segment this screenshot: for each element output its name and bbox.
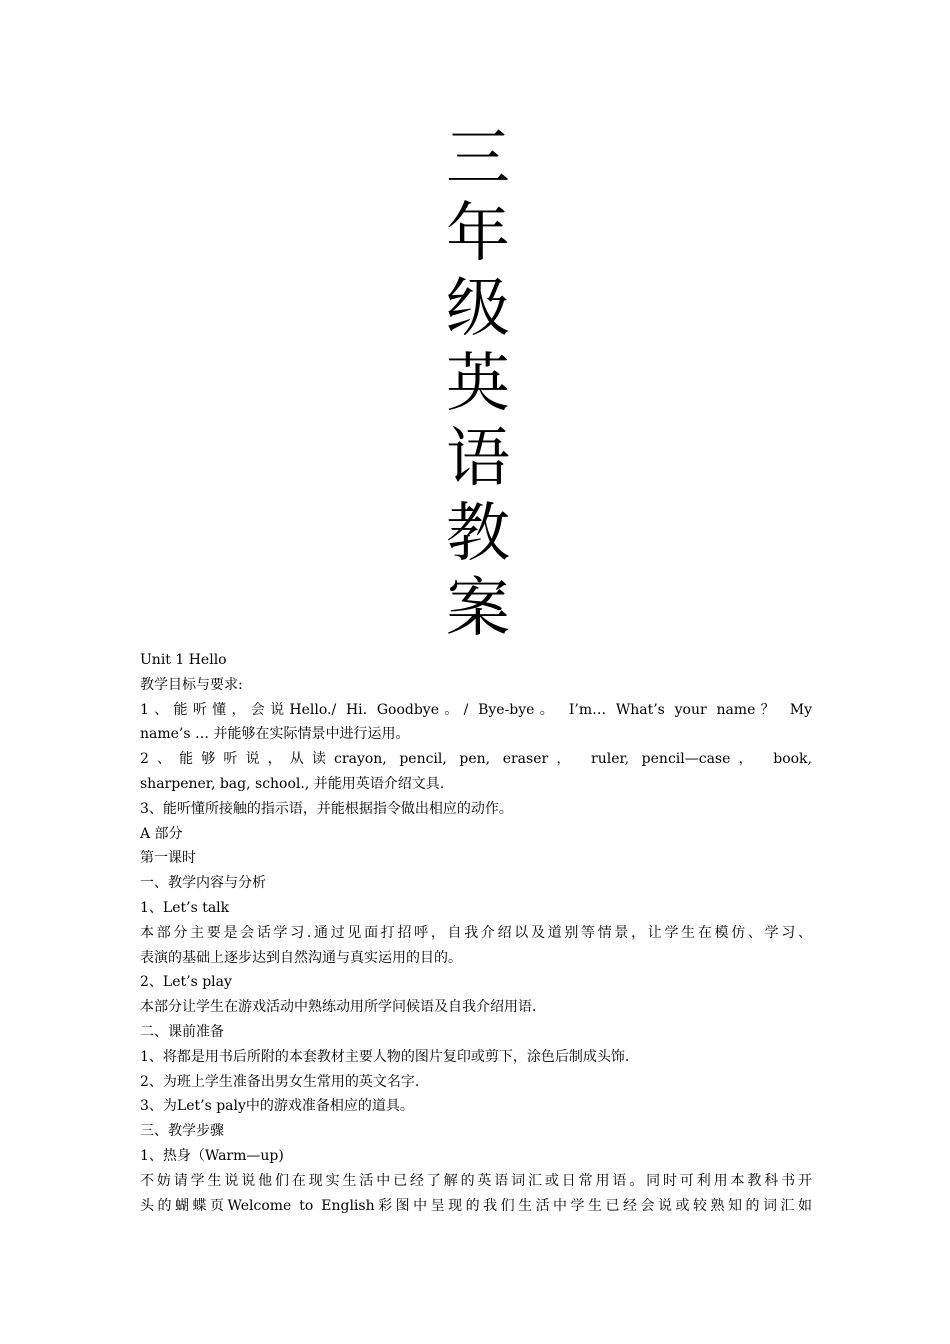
paragraph-line: 头的蝴蝶页Welcome to English彩图中呈现的我们生活中学生已经会说或较熟知的词汇如 [140,1197,812,1214]
title-char: 级 [446,272,510,346]
section-heading: 一、教学内容与分析 [140,875,266,892]
title-char: 案 [446,572,510,646]
document-body [140,648,812,1218]
objective-line: name’s … 并能够在实际情景中进行运用。 [140,726,410,743]
title-char: 年 [446,197,510,271]
title-char: 教 [446,497,510,571]
part-heading: A 部分 [140,825,183,842]
paragraph-line: 本部分让学生在游戏活动中熟练动用所学问候语及自我介绍用语. [140,999,537,1016]
title-char: 三 [446,122,510,196]
section-heading-objectives: 教学目标与要求: [140,676,243,693]
document-title [440,122,516,647]
objective-line: 3、能听懂所接触的指示语，并能根据指令做出相应的动作。 [140,800,513,817]
lesson-heading: 第一课时 [140,850,196,867]
subsection-heading: 1、热身（Warm—up) [140,1147,284,1164]
paragraph-line: 不妨请学生说说他们在现实生活中已经了解的英语词汇或日常用语。同时可利用本教科书开 [140,1172,812,1189]
section-heading: 三、教学步骤 [140,1123,224,1140]
paragraph-line: 表演的基础上逐步达到自然沟通与真实运用的目的。 [140,949,462,966]
title-char: 语 [446,422,510,496]
section-heading: 二、课前准备 [140,1023,224,1040]
list-item: 2、为班上学生准备出男女生常用的英文名字. [140,1073,420,1090]
list-item: 3、为Let’s paly中的游戏准备相应的道具。 [140,1098,414,1115]
objective-line: 2、能够听说，从读crayon, pencil, pen, eraser， ruler, pencil—case， book, [140,751,812,768]
objective-line: 1、能听懂，会说Hello./ Hi. Goodbye。/ Bye-bye。 I’m… What’s your name？ My [140,701,812,718]
subsection-heading: 1、Let’s talk [140,899,230,916]
list-item: 1、将都是用书后所附的本套教材主要人物的图片复印或剪下，涂色后制成头饰. [140,1048,630,1065]
title-char: 英 [446,347,510,421]
paragraph-line: 本部分主要是会话学习.通过见面打招呼，自我介绍以及道别等情景，让学生在模仿、学习、 [140,924,812,941]
subsection-heading: 2、Let’s play [140,974,232,991]
objective-line: sharpener, bag, school., 并能用英语介绍文具. [140,775,445,792]
unit-heading: Unit 1 Hello [140,652,227,668]
